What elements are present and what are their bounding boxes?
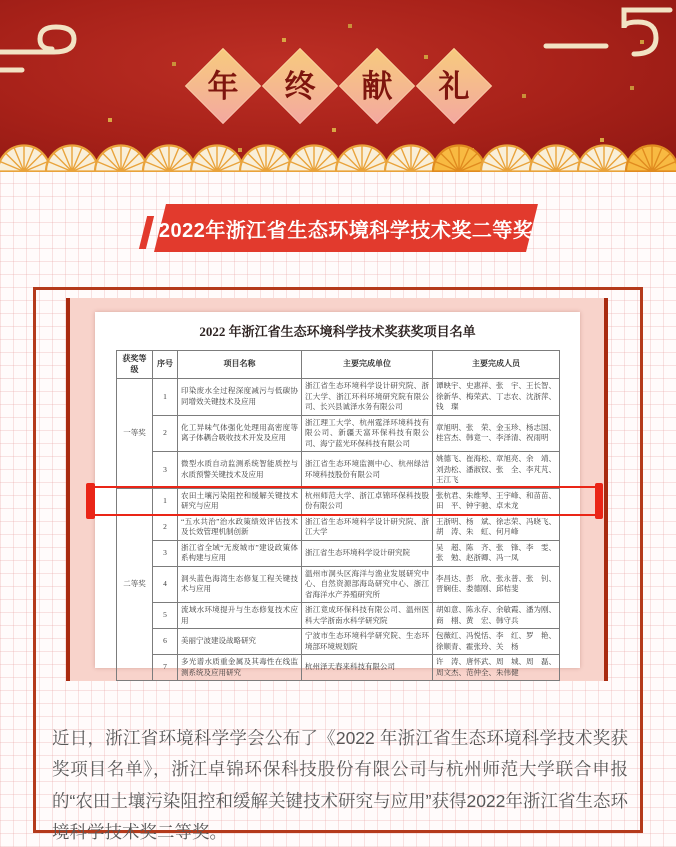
units-cell: 浙江省生态环境科学设计研究院、浙江大学、浙江环科环境研究院有限公司、长兴县诚泽水务有限公司 [302,379,433,416]
table-row [117,379,560,416]
people-cell: 王浙明、杨 斌、徐志荣、冯晓飞、胡 涛、朱 虹、何月峰 [433,514,560,540]
award-table-sheet [95,312,580,677]
project-cell: 浙江省全域“无废城市”建设政策体系构建与应用 [178,540,302,566]
table-wrap [116,350,559,681]
units-cell: 浙江省生态环境科学设计研究院 [302,540,433,566]
scallop-border [0,138,676,172]
project-cell: 流域水环境提升与生态修复技术应用 [178,603,302,629]
no-cell: 2 [153,415,178,452]
people-cell: 包薇红、冯悦恬、李 红、罗 艳、徐顺青、霍张玲、关 杨 [433,629,560,655]
article-paragraph: 近日，浙江省环境科学学会公布了《2022 年浙江省生态环境科学技术奖获奖项目名单》，浙江卓锦环保科技股份有限公司与杭州师范大学联合申报的“农田土壤污染阻控和缓解关键技术研究与应用”获得2022年浙江省生态环境科学技术奖二等奖。 [52,727,628,842]
table-row [117,655,560,681]
no-cell: 4 [153,566,178,603]
diamond-char-1-label: 年 [207,68,238,104]
units-cell: 温州市洞头区海洋与渔业发展研究中心、自然资源部海岛研究中心、浙江省海洋水产养殖研究所 [302,566,433,603]
project-cell: 洞头蓝色海湾生态修复工程关键技术与应用 [178,566,302,603]
no-cell: 5 [153,603,178,629]
no-cell: 1 [153,488,178,514]
project-cell: 农田土壤污染阻控和缓解关键技术研究与应用 [178,488,302,514]
col-no: 序号 [153,351,178,379]
no-cell: 7 [153,655,178,681]
table-row [117,540,560,566]
table-header-row [117,351,560,379]
highlighted-table-row [117,488,560,514]
people-cell: 姚德飞、崔海松、章旭亮、余 靖、刘劲松、潘淑钗、张 全、李芃芃、王江飞 [433,452,560,489]
project-cell: 印染废水全过程深度减污与低碳协同增效关键技术及应用 [178,379,302,416]
diamond-char-1 [184,48,260,124]
units-cell: 浙江竟成环保科技有限公司、温州医科大学浙南水科学研究院 [302,603,433,629]
people-cell: 张杭君、朱维琴、王宇峰、和苗苗、田 平、钟宇驰、卓未龙 [433,488,560,514]
project-cell: 微型水质自动监测系统智能质控与水质预警关键技术及应用 [178,452,302,489]
diamond-char-3-label: 献 [361,68,392,104]
no-cell: 6 [153,629,178,655]
project-cell: 化工异味气体强化处理用高密度等离子体耦合吸收技术开发及应用 [178,415,302,452]
people-cell: 吴 超、陈 齐、张 锋、李 雯、张 勉、赵浙卿、冯一凤 [433,540,560,566]
no-cell: 3 [153,452,178,489]
diamond-char-2 [261,48,337,124]
project-cell: “五水共治”治水政策绩效评估技术及长效管理机制创新 [178,514,302,540]
award-table [116,350,560,681]
project-cell: 美丽宁波建设战略研究 [178,629,302,655]
units-cell: 浙江省生态环境科学设计研究院、浙江大学 [302,514,433,540]
grade-cell: 一等奖 [117,379,153,489]
no-cell: 2 [153,514,178,540]
no-cell: 1 [153,379,178,416]
col-grade: 获奖等级 [117,351,153,379]
award-banner-title: 2022年浙江省生态环境科学技术奖二等奖 [158,219,534,242]
table-row [117,566,560,603]
col-project: 项目名称 [178,351,302,379]
people-cell: 李昌达、彭 欣、张永普、张 钊、晋娴佳、娄德刚、邱桔斐 [433,566,560,603]
banner-slash-decoration [139,216,154,249]
diamond-char-4 [415,48,491,124]
people-cell: 胡如意、陈永存、余敏霞、潘为刚、商 栩、黄 宏、韩守兵 [433,603,560,629]
table-row [117,452,560,489]
col-people: 主要完成人员 [433,351,560,379]
table-row [117,514,560,540]
table-title: 2022 年浙江省生态环境科学技术奖获奖项目名单 [199,324,476,339]
people-cell: 章旭明、张 荣、金玉珍、杨志国、桂宫杰、韩竟一、李泽清、祝雨明 [433,415,560,452]
people-cell: 谭映宇、史惠祥、张 宇、王长智、徐新华、梅荣武、丁志农、沈浙萍、钱 璨 [433,379,560,416]
units-cell: 宁波市生态环境科学研究院、生态环境部环境规划院 [302,629,433,655]
people-cell: 许 涛、唐怀武、周 城、周 磊、周文杰、范仲全、朱伟健 [433,655,560,681]
table-row [117,603,560,629]
diamond-char-3 [338,48,414,124]
table-row [117,629,560,655]
units-cell: 浙江理工大学、杭州霆泽环境科技有限公司、新疆天富环保科技有限公司、海宁蓝光环保科技有限公司 [302,415,433,452]
no-cell: 3 [153,540,178,566]
festive-header [0,0,676,172]
table-row [117,415,560,452]
project-cell: 多光谱水质重金属及其毒性在线监测系统及应用研究 [178,655,302,681]
diamond-char-4-label: 礼 [438,68,469,104]
units-cell: 杭州师范大学、浙江卓锦环保科技股份有限公司 [302,488,433,514]
units-cell: 杭州泽天春来科技有限公司 [302,655,433,681]
units-cell: 浙江省生态环境监测中心、杭州绿洁环境科技股份有限公司 [302,452,433,489]
award-banner-ribbon [154,204,538,252]
col-units: 主要完成单位 [302,351,433,379]
grade-cell: 二等奖 [117,488,153,681]
diamond-char-2-label: 终 [284,68,315,104]
